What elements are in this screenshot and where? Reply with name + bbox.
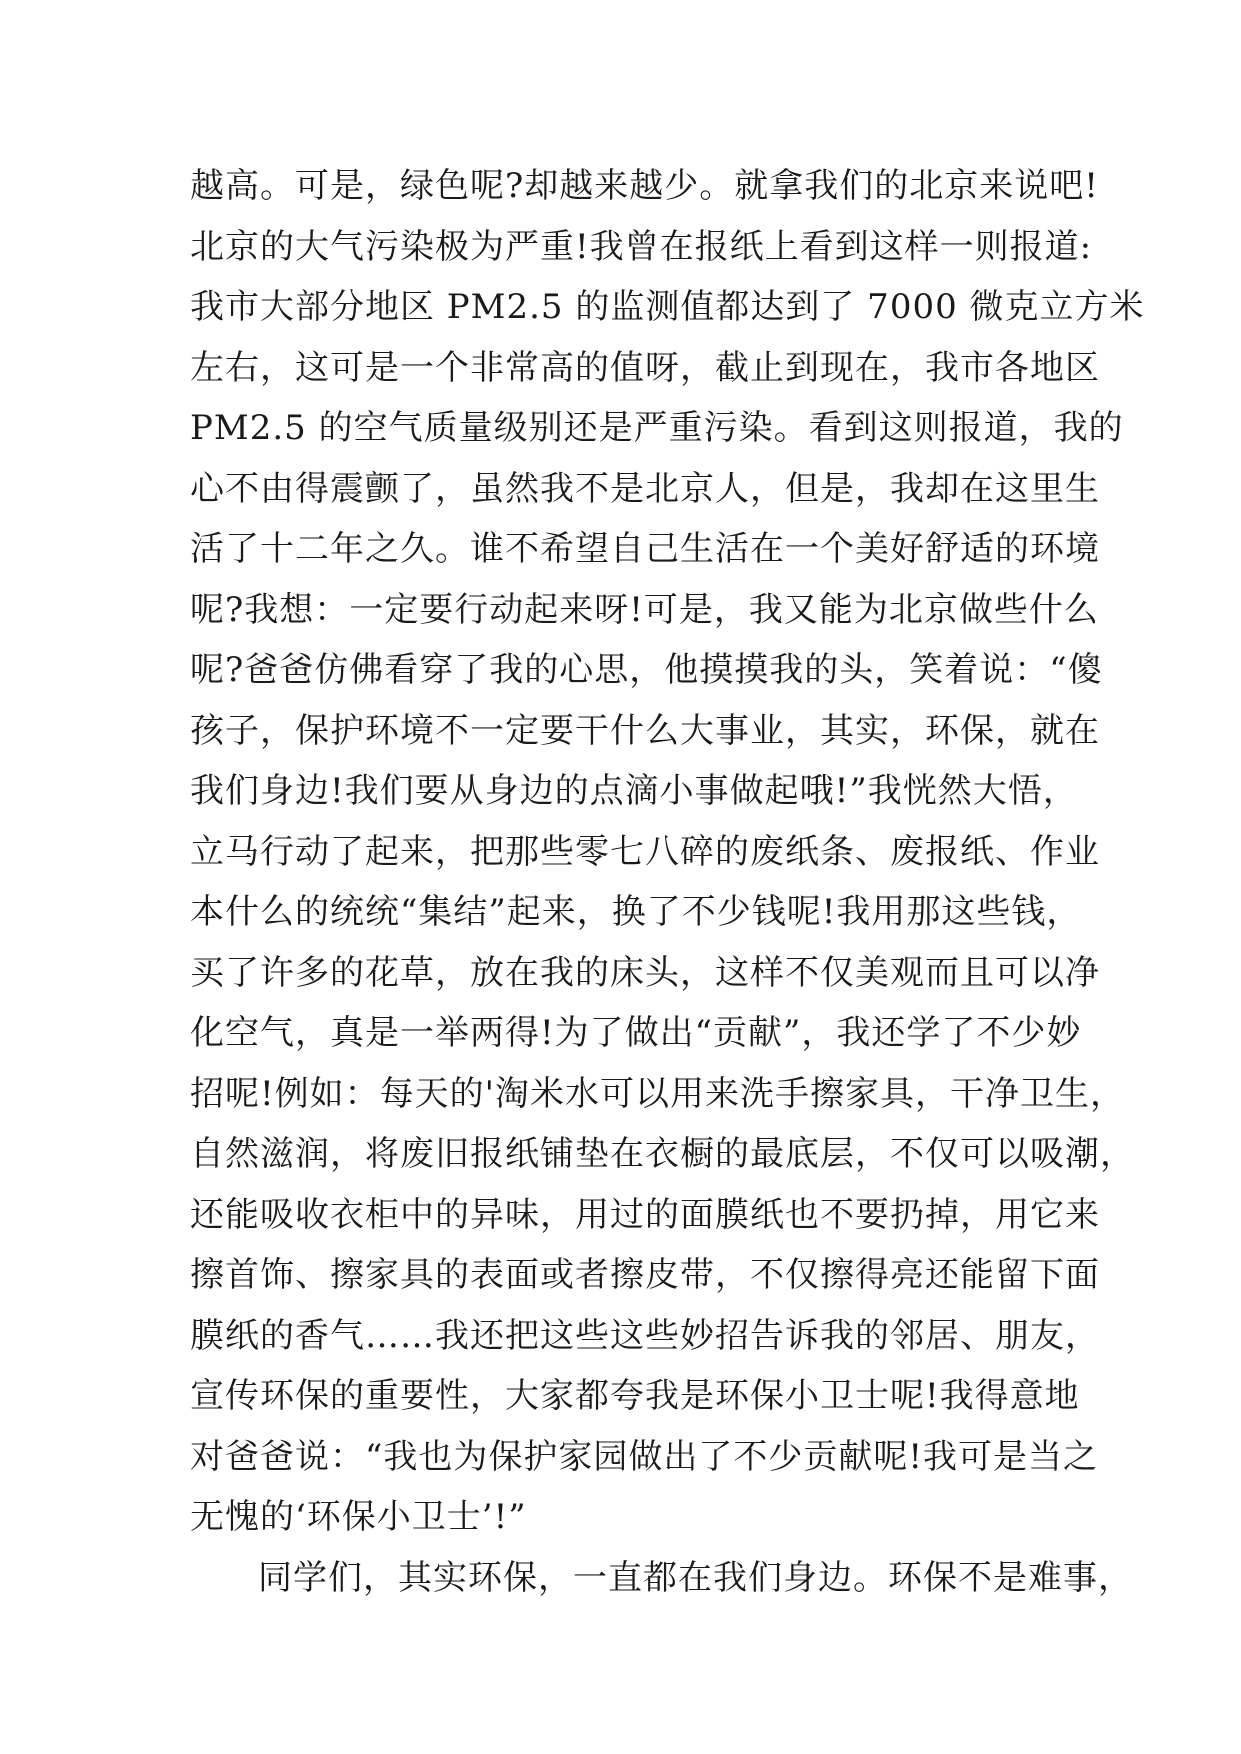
text-line: 招呢!例如：每天的'淘米水可以用来洗手擦家具，干净卫生， bbox=[190, 1073, 1126, 1114]
text-line: 活了十二年之久。谁不希望自己生活在一个美好舒适的环境 bbox=[190, 529, 1100, 569]
text-line: 自然滋润，将废旧报纸铺垫在衣橱的最底层，不仅可以吸潮， bbox=[190, 1134, 1135, 1174]
text-line: 无愧的‘环保小卫士’!” bbox=[190, 1497, 527, 1537]
body-text bbox=[190, 156, 1145, 1608]
text-line: 北京的大气污染极为严重!我曾在报纸上看到这样一则报道: bbox=[190, 226, 1093, 267]
text-line: 宣传环保的重要性，大家都夸我是环保小卫士呢!我得意地 bbox=[190, 1376, 1080, 1416]
paragraph-start-line: 同学们，其实环保，一直都在我们身边。环保不是难事， bbox=[258, 1557, 1133, 1598]
text-line: PM2.5 的空气质量级别还是严重污染。看到这则报道，我的 bbox=[190, 408, 1124, 448]
text-line: 我们身边!我们要从身边的点滴小事做起哦!”我恍然大悟， bbox=[190, 771, 1078, 811]
text-line: 膜纸的香气……我还把这些这些妙招告诉我的邻居、朋友， bbox=[190, 1315, 1100, 1356]
text-line: 还能吸收衣柜中的异味，用过的面膜纸也不要扔掉，用它来 bbox=[190, 1194, 1100, 1235]
text-line: 立马行动了起来，把那些零七八碎的废纸条、废报纸、作业 bbox=[190, 831, 1100, 872]
text-line: 呢?爸爸仿佛看穿了我的心思，他摸摸我的头，笑着说：“傻 bbox=[190, 650, 1103, 690]
text-line: 本什么的统统“集结”起来，换了不少钱呢!我用那这些钱， bbox=[190, 892, 1082, 932]
text-line: 孩子，保护环境不一定要干什么大事业，其实，环保，就在 bbox=[190, 710, 1100, 751]
text-line: 呢?我想：一定要行动起来呀!可是，我又能为北京做些什么 bbox=[190, 589, 1099, 630]
text-line: 擦首饰、擦家具的表面或者擦皮带，不仅擦得亮还能留下面 bbox=[190, 1255, 1100, 1295]
text-line: 化空气，真是一举两得!为了做出“贡献”，我还学了不少妙 bbox=[190, 1013, 1082, 1053]
text-line: 对爸爸说：“我也为保护家园做出了不少贡献呢!我可是当之 bbox=[190, 1436, 1099, 1477]
text-line: 左右，这可是一个非常高的值呀，截止到现在，我市各地区 bbox=[190, 347, 1100, 388]
text-line: 越高。可是，绿色呢?却越来越少。就拿我们的北京来说吧! bbox=[190, 166, 1099, 206]
text-line: 心不由得震颤了，虽然我不是北京人，但是，我却在这里生 bbox=[190, 468, 1100, 509]
text-line: 我市大部分地区 PM2.5 的监测值都达到了 7000 微克立方米 bbox=[190, 287, 1145, 327]
text-line: 买了许多的花草，放在我的床头，这样不仅美观而且可以净 bbox=[190, 952, 1100, 993]
